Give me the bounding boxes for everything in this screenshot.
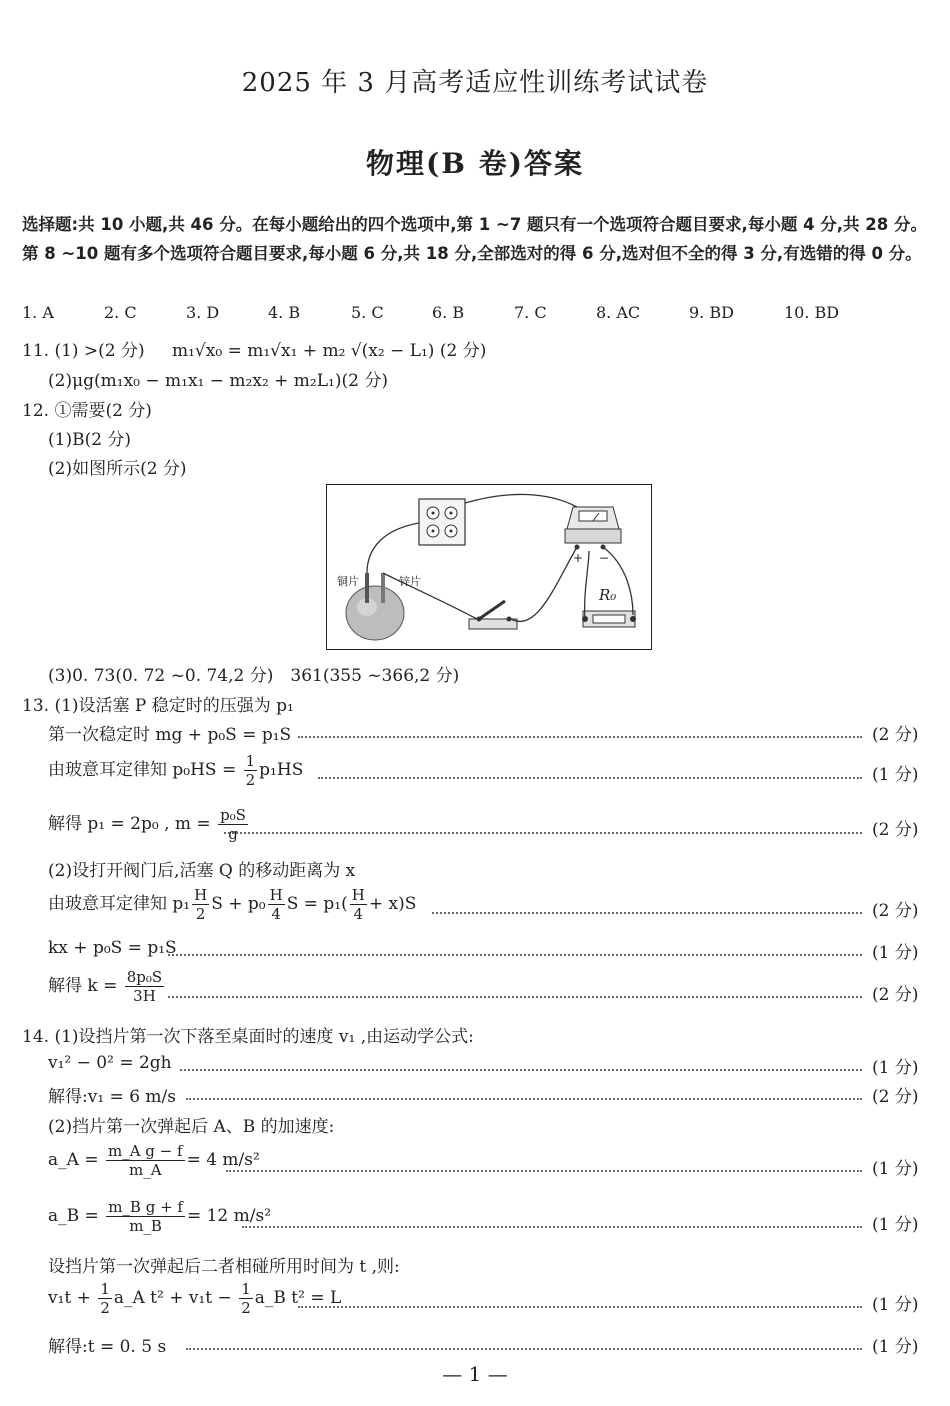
choice-answer-7: 7. C bbox=[514, 303, 547, 322]
fraction bbox=[268, 886, 285, 923]
q14-step3-points: (1 分) bbox=[872, 1159, 919, 1179]
q14-step6-post: a_B t² = L bbox=[254, 1288, 342, 1308]
choice-answer-1: 1. A bbox=[22, 303, 54, 322]
choice-answer-6: 6. B bbox=[432, 303, 465, 322]
q14-step7: 解得:t = 0. 5 s bbox=[48, 1337, 167, 1357]
page-number: — 1 — bbox=[442, 1362, 508, 1386]
q13-step5-points: (1 分) bbox=[872, 943, 919, 963]
q14-step4 bbox=[48, 1198, 271, 1235]
q13-step6 bbox=[48, 968, 166, 1005]
q11-part1-label: 11. (1) >(2 分) bbox=[22, 341, 145, 361]
zinc-label: 锌片 bbox=[399, 575, 421, 588]
q13-step4 bbox=[48, 886, 416, 923]
fraction bbox=[192, 886, 209, 923]
denominator: 2 bbox=[195, 905, 206, 923]
dotted-leader bbox=[180, 1069, 862, 1071]
dotted-leader bbox=[186, 1098, 862, 1100]
numerator: H bbox=[269, 886, 283, 904]
fraction bbox=[218, 806, 248, 843]
choice-answer-9: 9. BD bbox=[689, 303, 734, 322]
dotted-leader bbox=[168, 996, 862, 998]
fraction bbox=[106, 1142, 185, 1179]
choice-answer-5: 5. C bbox=[351, 303, 384, 322]
dotted-leader bbox=[318, 777, 862, 779]
q14-step6-points: (1 分) bbox=[872, 1295, 919, 1315]
q13-step4-post: + x)S bbox=[368, 894, 417, 914]
denominator: m_A bbox=[128, 1161, 162, 1179]
q13-step2-post: p₁HS bbox=[259, 760, 304, 780]
q14-step2-points: (2 分) bbox=[872, 1087, 919, 1107]
dotted-leader bbox=[226, 1170, 862, 1172]
denominator: m_B bbox=[129, 1217, 162, 1235]
copper-label: 铜片 bbox=[337, 575, 359, 588]
dotted-leader bbox=[298, 1306, 862, 1308]
q13-step4-mid2: S = p₁( bbox=[286, 894, 348, 914]
q13-step1: 第一次稳定时 mg + p₀S = p₁S bbox=[48, 725, 292, 745]
q12-part3: (3)0. 73(0. 72 ~0. 74,2 分) 361(355 ~366,2 分) bbox=[48, 666, 460, 686]
fraction bbox=[350, 886, 367, 923]
numerator: m_A g − f bbox=[107, 1142, 183, 1160]
q13-step4-points: (2 分) bbox=[872, 901, 919, 921]
choice-answer-10: 10. BD bbox=[784, 303, 840, 322]
q14-step4-post: = 12 m/s² bbox=[186, 1206, 272, 1226]
q12-part0: 12. ①需要(2 分) bbox=[22, 401, 152, 421]
q12-part1: (1)B(2 分) bbox=[48, 430, 132, 450]
q14-step1-points: (1 分) bbox=[872, 1058, 919, 1078]
dotted-leader bbox=[432, 912, 862, 914]
circuit-diagram bbox=[327, 485, 651, 649]
q13-step1-points: (2 分) bbox=[872, 725, 919, 745]
q13-step2-pre: 由玻意耳定律知 p₀HS = bbox=[48, 760, 242, 780]
q13-step4-pre: 由玻意耳定律知 p₁ bbox=[48, 894, 191, 914]
q13-step3 bbox=[48, 806, 250, 843]
fraction bbox=[106, 1198, 185, 1235]
numerator: m_B g + f bbox=[108, 1198, 183, 1216]
q11-part2: (2)μg(m₁x₀ − m₁x₁ − m₂x₂ + m₂L₁)(2 分) bbox=[48, 371, 388, 391]
voltmeter-icon bbox=[565, 507, 621, 550]
dotted-leader bbox=[168, 954, 862, 956]
choice-answer-4: 4. B bbox=[268, 303, 301, 322]
q14-step1: v₁² − 0² = 2gh bbox=[48, 1053, 172, 1073]
minus-terminal-label: − bbox=[599, 551, 610, 565]
numerator: p₀S bbox=[220, 806, 246, 824]
q14-step3 bbox=[48, 1142, 260, 1179]
q14-step2: 解得:v₁ = 6 m/s bbox=[48, 1087, 176, 1107]
numerator: 1 bbox=[100, 1280, 110, 1298]
denominator: 4 bbox=[271, 905, 281, 923]
q14-step4-points: (1 分) bbox=[872, 1215, 919, 1235]
numerator: H bbox=[194, 886, 208, 904]
dotted-leader bbox=[186, 1348, 862, 1350]
numerator: H bbox=[351, 886, 365, 904]
denominator: 2 bbox=[241, 1299, 251, 1317]
q13-step3-points: (2 分) bbox=[872, 820, 919, 840]
q14-step3-post: = 4 m/s² bbox=[186, 1150, 260, 1170]
dotted-leader bbox=[224, 832, 862, 834]
q13-step4-mid: S + p₀ bbox=[211, 894, 266, 914]
numerator: 8p₀S bbox=[126, 968, 163, 986]
denominator: 2 bbox=[100, 1299, 110, 1317]
fraction bbox=[244, 752, 258, 789]
q14-step6-mid: a_A t² + v₁t − bbox=[113, 1288, 238, 1308]
denominator: 4 bbox=[353, 905, 364, 923]
choice-answer-3: 3. D bbox=[186, 303, 220, 322]
answer-title: 物理(B 卷)答案 bbox=[366, 147, 584, 180]
plus-terminal-label: + bbox=[573, 551, 584, 565]
q14-step7-points: (1 分) bbox=[872, 1337, 919, 1357]
q13-step2 bbox=[48, 752, 303, 789]
q14-step6 bbox=[48, 1280, 341, 1317]
denominator: 3H bbox=[133, 987, 156, 1005]
r0-label: R₀ bbox=[599, 586, 617, 604]
q13-intro: 13. (1)设活塞 P 稳定时的压强为 p₁ bbox=[22, 696, 294, 716]
dotted-leader bbox=[298, 736, 862, 738]
switch-icon bbox=[469, 601, 517, 629]
dotted-leader bbox=[242, 1226, 862, 1228]
q13-step3-pre: 解得 p₁ = 2p₀ , m = bbox=[48, 814, 217, 834]
denominator: g bbox=[228, 825, 238, 843]
q14-part2: (2)挡片第一次弹起后 A、B 的加速度: bbox=[48, 1117, 335, 1137]
exam-title: 2025 年 3 月高考适应性训练考试试卷 bbox=[241, 68, 709, 98]
q14-step3-pre: a_A = bbox=[48, 1150, 104, 1170]
q13-step2-points: (1 分) bbox=[872, 765, 919, 785]
denominator: 2 bbox=[245, 771, 256, 789]
fraction bbox=[239, 1280, 253, 1317]
q13-step6-points: (2 分) bbox=[872, 985, 919, 1005]
choice-answer-2: 2. C bbox=[104, 303, 137, 322]
resistor-r0-icon bbox=[582, 611, 636, 627]
circuit-figure bbox=[326, 484, 652, 650]
q12-part2: (2)如图所示(2 分) bbox=[48, 459, 187, 479]
q11-part1-formula: m₁√x₀ = m₁√x₁ + m₂ √(x₂ − L₁) (2 分) bbox=[172, 341, 487, 361]
fraction bbox=[98, 1280, 112, 1317]
numerator: 1 bbox=[245, 752, 256, 770]
q13-step6-pre: 解得 k = bbox=[48, 976, 123, 996]
fraction bbox=[125, 968, 164, 1005]
q13-step5: kx + p₀S = p₁S bbox=[48, 938, 177, 958]
choice-answer-8: 8. AC bbox=[596, 303, 641, 322]
q14-step6-pre: v₁t + bbox=[48, 1288, 97, 1308]
numerator: 1 bbox=[241, 1280, 251, 1298]
q14-step4-pre: a_B = bbox=[48, 1206, 105, 1226]
q14-step5: 设挡片第一次弹起后二者相碰所用时间为 t ,则: bbox=[48, 1257, 400, 1277]
q14-intro: 14. (1)设挡片第一次下落至桌面时的速度 v₁ ,由运动学公式: bbox=[22, 1027, 474, 1047]
choice-section-intro: 选择题:共 10 小题,共 46 分。在每小题给出的四个选项中,第 1 ~7 题只有一个选项符合题目要求,每小题 4 分,共 28 分。第 8 ~10 题有多个选项符合题目要求,每小题 6 分,共 18 分,全部选对的得 6 分,选对但不全的得 3 分,有选错的得 0 分。 bbox=[22, 215, 928, 263]
q13-part2: (2)设打开阀门后,活塞 Q 的移动距离为 x bbox=[48, 861, 356, 881]
resistance-box-icon bbox=[419, 499, 465, 545]
